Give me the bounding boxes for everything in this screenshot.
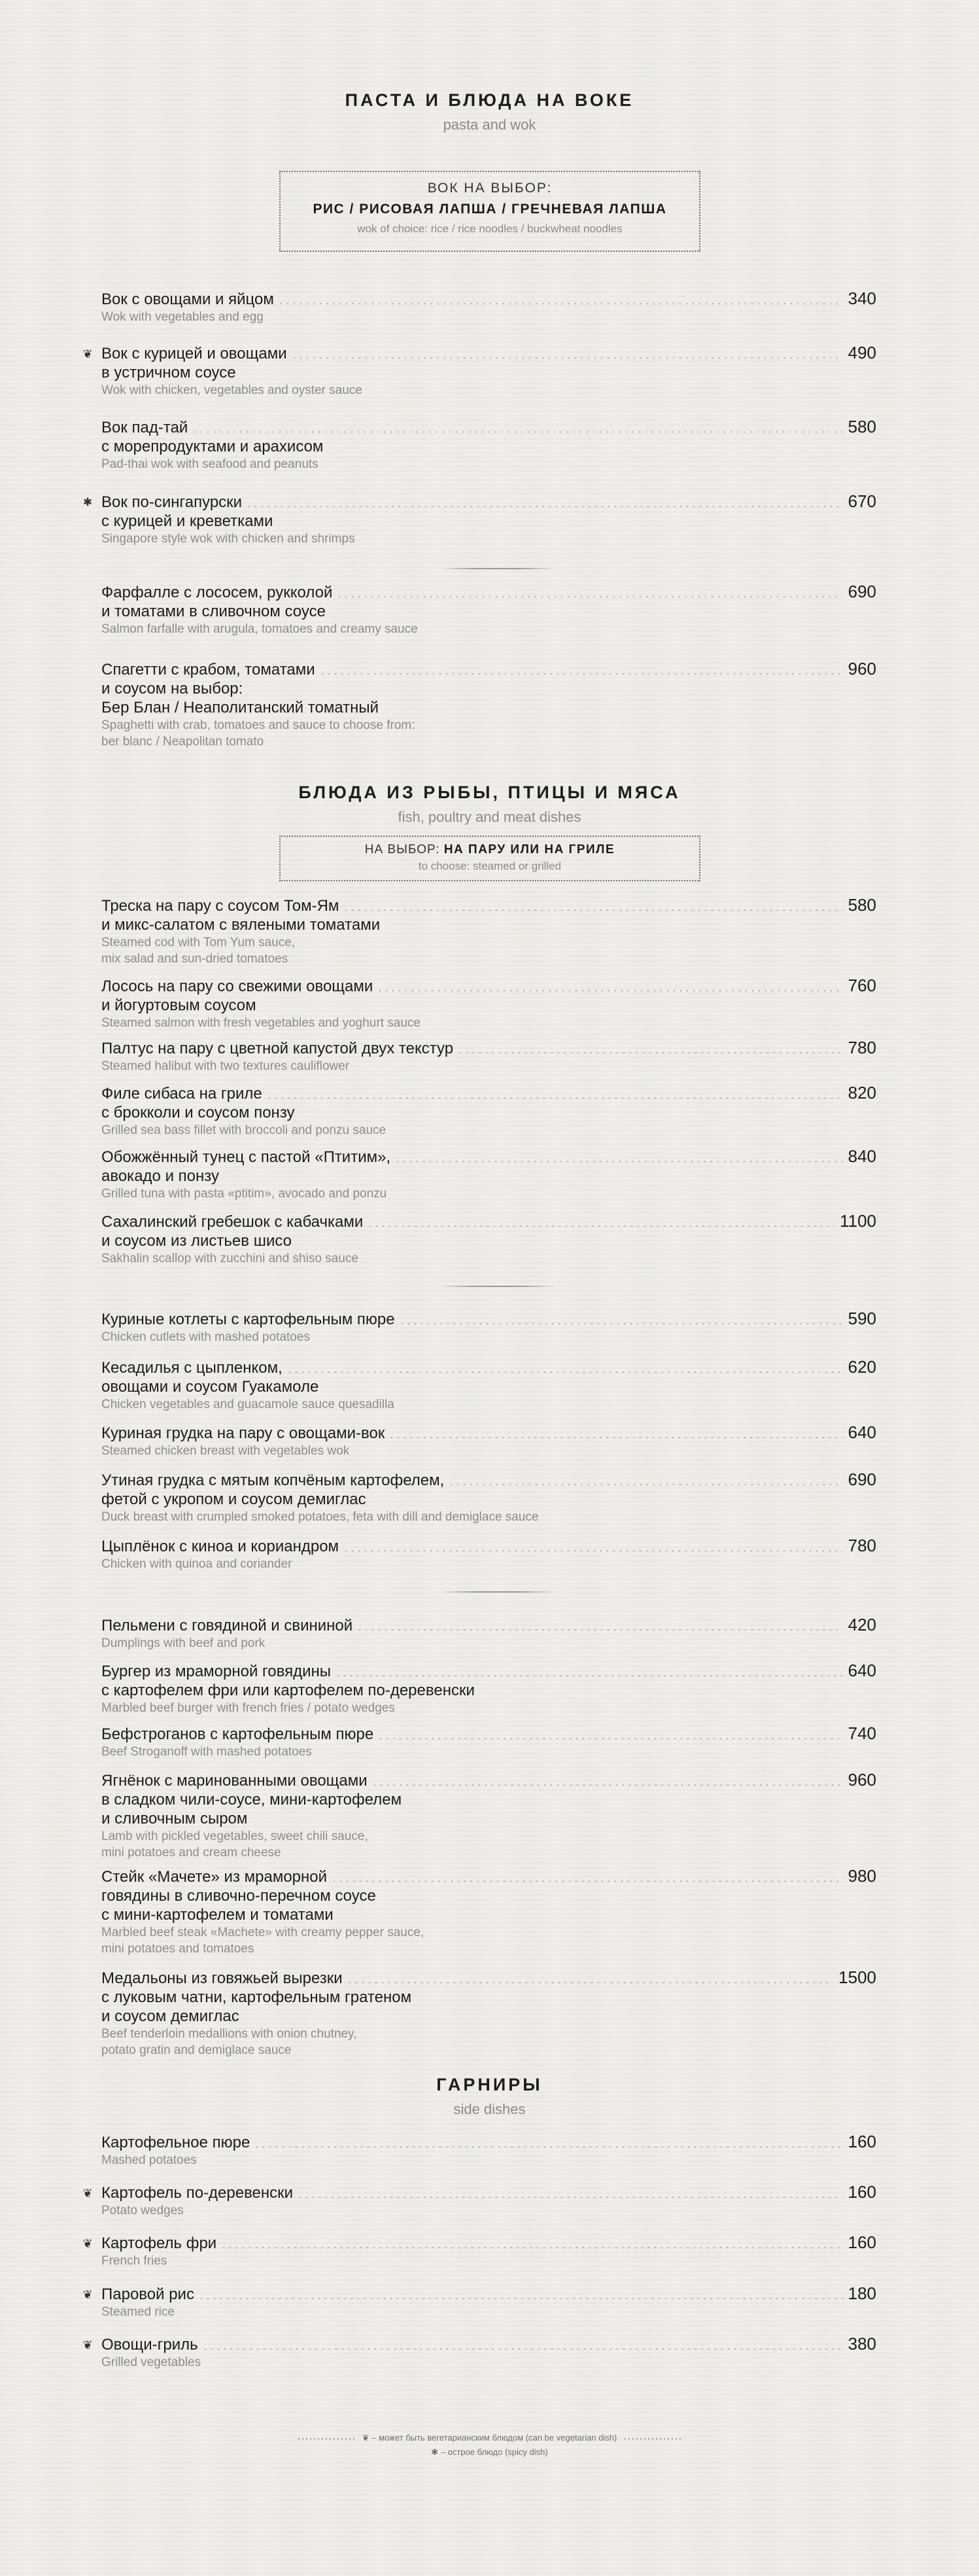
dot-leader [291, 357, 843, 359]
menu-item [82, 2182, 876, 2219]
menu-item-name: Утиная грудка с мятым копчёным картофелем, [101, 1472, 445, 1489]
menu-item-price: 640 [848, 1422, 876, 1442]
dot-leader [448, 1484, 842, 1485]
menu-item-price: 1100 [840, 1211, 876, 1231]
menu-item-english: Chicken with quinoa and coriander [101, 1557, 292, 1571]
menu-item [101, 1309, 876, 1345]
menu-item-price: 740 [848, 1723, 876, 1743]
menu-item-name: Картофель фри [101, 2234, 217, 2252]
menu-item-name: Филе сибаса на гриле [101, 1085, 262, 1103]
dot-leader [367, 1226, 834, 1227]
menu-item [101, 660, 876, 750]
wok-choice-heading: ВОК НА ВЫБОР: [427, 181, 553, 196]
legend [0, 2433, 979, 2458]
menu-item-price: 690 [848, 1470, 876, 1489]
dot-leader [377, 1738, 842, 1739]
menu-item-price: 780 [848, 1536, 876, 1555]
menu-item-name: Вок с курицей и овощами [101, 345, 287, 362]
menu-item [101, 1536, 876, 1572]
menu-item-price: 620 [848, 1357, 876, 1377]
menu-item-name: Ягнёнок с маринованными овощами [101, 1772, 368, 1790]
menu-item [101, 1212, 876, 1267]
menu-item [101, 976, 876, 1031]
dot-leader [297, 2197, 843, 2198]
menu-item-english: ber blanc / Neapolitan tomato [101, 735, 264, 749]
menu-item-row [101, 1212, 876, 1231]
menu-item-price: 580 [848, 895, 876, 915]
menu-item-name-line: говядины в сливочно-перечном соусе [101, 1887, 376, 1905]
menu-item-row [101, 976, 876, 996]
menu-item-name-line: с курицей и креветками [101, 512, 273, 530]
menu-item-name: Палтус на пару с цветной капустой двух текстур [101, 1040, 454, 1057]
menu-item-name-line: и йогуртовым соусом [101, 997, 256, 1014]
menu-item-row [101, 1661, 876, 1681]
menu-item-english: Potato wedges [101, 2204, 184, 2217]
menu-item-price: 960 [848, 1770, 876, 1790]
menu-item-price: 580 [848, 417, 876, 436]
dot-leader [394, 1161, 842, 1162]
legend-vegetarian-text: – может быть вегетарианским блюдом (can be vegetarian dish) [371, 2433, 617, 2443]
dot-leader [220, 2247, 842, 2248]
cooking-choice-english: to choose: steamed or grilled [418, 860, 562, 872]
menu-item-row [101, 492, 876, 512]
menu-item-english: Wok with chicken, vegetables and oyster sauce [101, 383, 362, 397]
dot-leader [371, 1784, 843, 1786]
menu-item-english: Wok with vegetables and egg [101, 310, 264, 324]
menu-item-english: Steamed salmon with fresh vegetables and yoghurt sauce [101, 1016, 421, 1030]
dot-leader [356, 1629, 842, 1631]
menu-item-row [101, 1358, 876, 1377]
menu-item-row [101, 1038, 876, 1058]
menu-item-price: 980 [848, 1866, 876, 1886]
section-title-pasta-wok: ПАСТА И БЛЮДА НА ВОКЕ [345, 90, 634, 110]
menu-item-price: 490 [848, 343, 876, 362]
vegetarian-leaf-icon: ❦ [82, 347, 93, 361]
menu-item [101, 1084, 876, 1138]
legend-dots-right [623, 2438, 682, 2439]
menu-item [82, 2232, 876, 2269]
spicy-star-icon: ✱ [431, 2447, 439, 2457]
menu-item [101, 1147, 876, 1202]
menu-item [101, 582, 876, 637]
menu-item-name-line: и томатами в сливочном соусе [101, 603, 326, 620]
menu-item-name: Лосось на пару со свежими овощами [101, 978, 373, 995]
menu-item-name: Кесадилья с цыпленком, [101, 1359, 283, 1377]
menu-item-price: 160 [848, 2232, 876, 2252]
menu-item-name: Бефстроганов с картофельным пюре [101, 1725, 374, 1743]
vegetarian-leaf-icon: ❦ [82, 2187, 93, 2200]
menu-item-price: 160 [848, 2132, 876, 2151]
menu-item-row [101, 2183, 876, 2202]
section-title-side-dishes: ГАРНИРЫ [436, 2075, 543, 2094]
menu-item-english: Pad-thai wok with seafood and peanuts [101, 457, 318, 471]
menu-item-row [101, 1867, 876, 1886]
menu-item-name: Пельмени с говядиной и свининой [101, 1617, 353, 1634]
dot-leader [266, 1097, 843, 1099]
legend-dots-left [297, 2438, 356, 2439]
dot-leader [254, 2146, 842, 2147]
dot-leader [246, 506, 843, 507]
menu-item-row [101, 2284, 876, 2304]
menu-item-row [101, 1615, 876, 1635]
menu-item-name: Спагетти с крабом, томатами [101, 661, 315, 679]
menu-item [101, 1358, 876, 1413]
cooking-choice-box [279, 836, 700, 881]
menu-item-english: Chicken cutlets with mashed potatoes [101, 1330, 310, 1344]
dot-leader [343, 1550, 843, 1551]
menu-item-row [101, 1771, 876, 1790]
dot-leader [198, 2298, 843, 2299]
menu-item-price: 380 [848, 2334, 876, 2354]
menu-item-row [101, 1147, 876, 1167]
menu-item-english: Sakhalin scallop with zucchini and shiso sauce [101, 1252, 358, 1265]
menu-item-row [101, 1309, 876, 1329]
cooking-choice-prefix: НА ВЫБОР: [364, 843, 440, 856]
menu-item-row [101, 2132, 876, 2152]
dot-leader [335, 1675, 843, 1676]
menu-item-row [101, 1084, 876, 1103]
dot-leader [399, 1323, 843, 1324]
menu-item [101, 417, 876, 472]
section-subtitle-pasta-wok: pasta and wok [443, 116, 536, 133]
menu-item-name: Сахалинский гребешок с кабачками [101, 1213, 364, 1231]
menu-item [101, 1423, 876, 1459]
menu-item [101, 2132, 876, 2168]
menu-item-name-line: с луковым чатни, картофельным гратеном [101, 1988, 412, 2006]
menu-item-name-line: овощами и соусом Гуакамоле [101, 1378, 319, 1396]
menu-item-row [101, 1423, 876, 1443]
menu-item-name-line: фетой с укропом и соусом демиглас [101, 1491, 366, 1508]
menu-item [101, 1724, 876, 1760]
menu-item-name: Вок с овощами и яйцом [101, 291, 274, 308]
menu-item-english: Marbled beef burger with french fries / potato wedges [101, 1701, 395, 1715]
menu-item-price: 180 [848, 2284, 876, 2303]
menu-item-name-line: с мини-картофелем и томатами [101, 1906, 334, 1924]
menu-item-price: 780 [848, 1038, 876, 1057]
menu-item-name-line: и соусом на выбор: [101, 680, 243, 697]
section-subtitle-fish-poultry-meat: fish, poultry and meat dishes [398, 809, 581, 825]
cooking-choice-options: НА ПАРУ ИЛИ НА ГРИЛЕ [443, 843, 615, 856]
dot-leader [278, 303, 843, 304]
menu-item [82, 2284, 876, 2320]
menu-item-english: Steamed cod with Tom Yum sauce, [101, 936, 296, 949]
legend-vegetarian [0, 2433, 979, 2443]
menu-item [101, 1038, 876, 1074]
menu-item-row [101, 1968, 876, 1988]
menu-item-english: Steamed rice [101, 2305, 175, 2319]
menu-item-row [101, 344, 876, 363]
dot-leader [286, 1371, 843, 1373]
menu-item-english: French fries [101, 2254, 167, 2268]
menu-item-name: Бургер из мраморной говядины [101, 1663, 331, 1680]
menu-item [101, 896, 876, 967]
dot-leader [192, 431, 842, 432]
vegetarian-leaf-icon: ❦ [82, 2338, 93, 2352]
menu-item-name-line: и соусом из листьев шисо [101, 1232, 292, 1250]
menu-item-name-line: и микс-салатом с вялеными томатами [101, 916, 381, 934]
dot-leader [377, 990, 842, 991]
menu-item-price: 760 [848, 976, 876, 995]
menu-item-price: 1500 [838, 1967, 876, 1987]
wok-choice-options: РИС / РИСОВАЯ ЛАПША / ГРЕЧНЕВАЯ ЛАПША [313, 202, 667, 217]
menu-item [82, 491, 876, 547]
menu-item-price: 160 [848, 2182, 876, 2202]
menu-item-row [101, 1536, 876, 1556]
menu-item [101, 1661, 876, 1716]
menu-item-name: Стейк «Мачете» из мраморной [101, 1868, 328, 1886]
menu-item-name: Картофель по-деревенски [101, 2184, 294, 2202]
menu-item-english: Grilled sea bass fillet with broccoli and ponzu sauce [101, 1123, 386, 1137]
menu-item-name: Цыплёнок с киноа и кориандром [101, 1538, 339, 1555]
menu-item-english: Beef tenderloin medallions with onion chutney, [101, 2027, 357, 2041]
menu-item-name: Куриная грудка на пару с овощами-вок [101, 1424, 385, 1442]
menu-item-row [101, 582, 876, 602]
menu-item [101, 1771, 876, 1861]
menu-item-english: Marbled beef steak «Machete» with creamy pepper sauce, [101, 1926, 424, 1939]
section-subtitle-side-dishes: side dishes [453, 2101, 526, 2117]
dot-leader [331, 1880, 843, 1882]
menu-item-row [101, 660, 876, 679]
menu-item [82, 343, 876, 398]
menu-item-name: Треска на пару с соусом Том-Ям [101, 897, 339, 915]
menu-item-name-line: в сладком чили-соусе, мини-картофелем [101, 1791, 402, 1808]
vegetarian-leaf-icon: ❦ [82, 2288, 93, 2301]
menu-item-name-line: с морепродуктами и арахисом [101, 438, 324, 455]
menu-item-english: Singapore style wok with chicken and shrimps [101, 532, 355, 546]
menu-item-english: Salmon farfalle with arugula, tomatoes and creamy sauce [101, 622, 418, 636]
menu-item-row [101, 1470, 876, 1490]
wok-choice-english: wok of choice: rice / rice noodles / buckwheat noodles [357, 222, 623, 235]
dot-leader [319, 673, 843, 675]
menu-item-english: mix salad and sun-dried tomatoes [101, 952, 288, 966]
menu-item-english: Steamed halibut with two textures cauliflower [101, 1059, 350, 1073]
menu-item-price: 820 [848, 1083, 876, 1103]
menu-item-name-line: и соусом демиглас [101, 2007, 239, 2025]
divider [439, 568, 556, 569]
menu-item [82, 2334, 876, 2371]
dot-leader [388, 1437, 842, 1438]
legend-spicy-text: – острое блюдо (spicy dish) [440, 2447, 548, 2457]
menu-item-name: Фарфалле с лососем, рукколой [101, 584, 333, 601]
menu-item-name: Овощи-гриль [101, 2336, 198, 2354]
menu-item-name-line: с картофелем фри или картофелем по-деревенски [101, 1682, 475, 1699]
cooking-choice-line [281, 843, 699, 857]
wok-choice-box [279, 171, 700, 252]
menu-item [101, 1470, 876, 1525]
menu-item-english: Steamed chicken breast with vegetables wok [101, 1444, 350, 1458]
dot-leader [202, 2348, 843, 2350]
menu-item-row [101, 896, 876, 915]
section-title-fish-poultry-meat: БЛЮДА ИЗ РЫБЫ, ПТИЦЫ И МЯСА [298, 783, 681, 802]
menu-item-price: 340 [848, 289, 876, 308]
menu-item-name-line: Бер Блан / Неаполитанский томатный [101, 699, 379, 716]
vegetarian-leaf-icon: ❦ [82, 2237, 93, 2250]
menu-item [101, 1968, 876, 2058]
menu-item-name: Куриные котлеты с картофельным пюре [101, 1311, 395, 1328]
menu-item [101, 289, 876, 325]
menu-item-english: Mashed potatoes [101, 2153, 197, 2167]
menu-item [101, 1867, 876, 1957]
menu-item-english: Chicken vegetables and guacamole sauce quesadilla [101, 1398, 394, 1411]
menu-item-english: Grilled vegetables [101, 2355, 201, 2369]
vegetarian-leaf-icon: ❦ [362, 2433, 369, 2443]
menu-item-name-line: с брокколи и соусом понзу [101, 1104, 295, 1121]
menu-item-english: Dumplings with beef and pork [101, 1636, 266, 1650]
dot-leader [457, 1052, 843, 1053]
menu-item-row [101, 2233, 876, 2253]
menu-item-price: 590 [848, 1309, 876, 1328]
menu-item-name: Картофельное пюре [101, 2134, 250, 2151]
spicy-star-icon: ✱ [82, 496, 93, 508]
menu-item-row [101, 2335, 876, 2354]
menu-item-name: Паровой рис [101, 2285, 194, 2303]
menu-item [101, 1615, 876, 1651]
dot-leader [343, 909, 842, 911]
dot-leader [347, 1982, 834, 1983]
menu-item-name-line: и сливочным сыром [101, 1810, 248, 1827]
menu-item-english: Beef Stroganoff with mashed potatoes [101, 1745, 312, 1759]
menu-item-name-line: в устричном соусе [101, 364, 236, 381]
menu-item-row [101, 1724, 876, 1744]
divider [439, 1591, 556, 1593]
menu-item-price: 840 [848, 1146, 876, 1166]
menu-item-english: potato gratin and demiglace sauce [101, 2043, 292, 2057]
divider [439, 1286, 556, 1287]
menu-item-row [101, 289, 876, 309]
menu-item-name: Вок пад-тай [101, 419, 188, 436]
menu-item-name: Вок по-сингапурски [101, 493, 243, 511]
dot-leader [336, 596, 842, 597]
menu-item-english: Spaghetti with crab, tomatoes and sauce to choose from: [101, 718, 415, 732]
menu-item-price: 960 [848, 659, 876, 679]
menu-item-name-line: авокадо и понзу [101, 1167, 219, 1185]
menu-item-price: 690 [848, 582, 876, 601]
menu-item-name: Медальоны из говяжьей вырезки [101, 1969, 343, 1987]
legend-spicy [0, 2447, 979, 2458]
menu-item-english: Grilled tuna with pasta «ptitim», avocado and ponzu [101, 1187, 387, 1201]
menu-item-english: mini potatoes and tomatoes [101, 1942, 254, 1956]
menu-item-price: 670 [848, 491, 876, 511]
menu-item-price: 420 [848, 1615, 876, 1634]
menu-item-name: Обожжённый тунец с пастой «Птитим», [101, 1148, 391, 1166]
menu-item-english: Lamb with pickled vegetables, sweet chili sauce, [101, 1829, 368, 1843]
menu-item-english: mini potatoes and cream cheese [101, 1846, 281, 1860]
menu-item-price: 640 [848, 1661, 876, 1680]
menu-item-row [101, 417, 876, 437]
menu-item-english: Duck breast with crumpled smoked potatoes, feta with dill and demiglace sauce [101, 1510, 539, 1524]
